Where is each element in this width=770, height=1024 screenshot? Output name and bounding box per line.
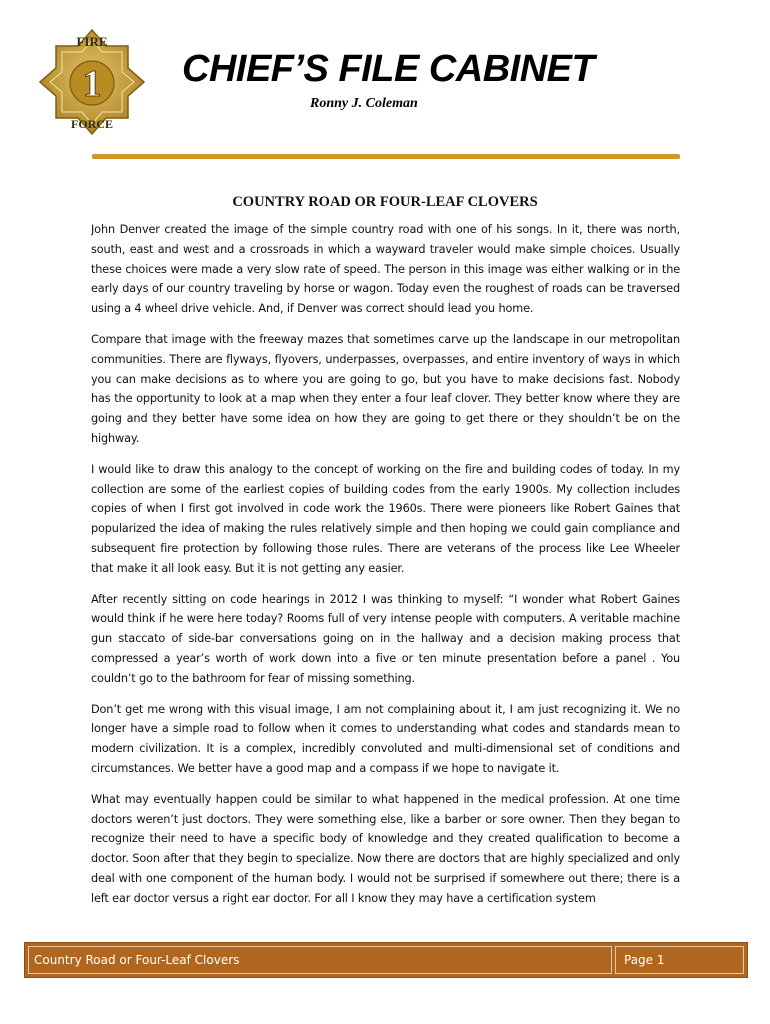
footer-document-title: Country Road or Four-Leaf Clovers	[28, 946, 612, 974]
paragraph: After recently sitting on code hearings in 2012 I was thinking to myself: “I wonder what Robert Gaines would think if he were here today? Rooms full of very intense people with computers. A veritable machine gun staccato of side-bar conversations going on in the hallway and a decision making process that compressed a year’s worth of work down into a five or ten minute presentation before a panel . You couldn’t go to the bathroom for fear of missing something.	[91, 592, 680, 685]
page-footer	[24, 942, 748, 978]
paragraph: John Denver created the image of the simple country road with one of his songs. In it, there was north, south, east and west and a crossroads in which a wayward traveler would make simple choices. Usually these choices were made a very slow rate of speed. The person in this image was either walking or in the early days of our country traveling by horse or wagon. Today even the roughest of roads can be traversed using a 4 wheel drive vehicle. And, if Denver was correct should lead you home.	[91, 223, 680, 316]
svg-text:1: 1	[82, 63, 102, 105]
fire-force-logo	[36, 26, 148, 138]
author-name: Ronny J. Coleman	[310, 96, 418, 111]
paragraph: I would like to draw this analogy to the concept of working on the fire and building codes of today. In my collection are some of the earliest copies of building codes from the early 1900s. My collection includes copies of when I first got involved in code work the 1960s. There were pioneers like Robert Gaines that popularized the idea of making the rules relatively simple and then hoping we could gain compliance and subsequent fire protection by following those rules. There are veterans of the process like Lee Wheeler that make it all look easy. But it is not getting any easier.	[91, 462, 680, 575]
svg-text:FIRE: FIRE	[76, 34, 108, 49]
paragraph: Compare that image with the freeway mazes that sometimes carve up the landscape in our metropolitan communities. There are flyways, flyovers, underpasses, overpasses, and entire inventory of ways in which you can make decisions as to where you are going to go, but you have to make decisions fast. Nobody has the opportunity to look at a map when they enter a four leaf clover. They better know where they are going and they better have some idea on how they are going to get there or they shouldn’t be on the highway.	[91, 332, 680, 445]
paragraph: What may eventually happen could be similar to what happened in the medical profession. At one time doctors weren’t just doctors. They were something else, like a barber or sore owner. Then they began to recognize their need to have a specific body of knowledge and they created qualification to become a doctor. Soon after that they begin to specialize. Now there are doctors that are highly specialized and only deal with one component of the human body. I would not be surprised if somewhere out there; there is a left ear doctor versus a right ear doctor. For all I know they may have a certification system	[91, 792, 680, 905]
article-body	[91, 220, 680, 938]
article-title: COUNTRY ROAD OR FOUR-LEAF CLOVERS	[232, 194, 538, 210]
header-divider	[92, 154, 680, 159]
maltese-cross-icon	[36, 26, 148, 138]
page-number: Page 1	[615, 946, 744, 974]
paragraph: Don’t get me wrong with this visual image, I am not complaining about it, I am just recognizing it. We no longer have a simple road to follow when it comes to understanding what codes and standards mean to modern civilization. It is a complex, incredibly convoluted and multi-dimensional set of conditions and circumstances. We better have a good map and a compass if we hope to navigate it.	[91, 702, 680, 775]
cabinet-title: CHIEF’S FILE CABINET	[182, 48, 595, 90]
svg-text:FORCE: FORCE	[71, 117, 113, 131]
